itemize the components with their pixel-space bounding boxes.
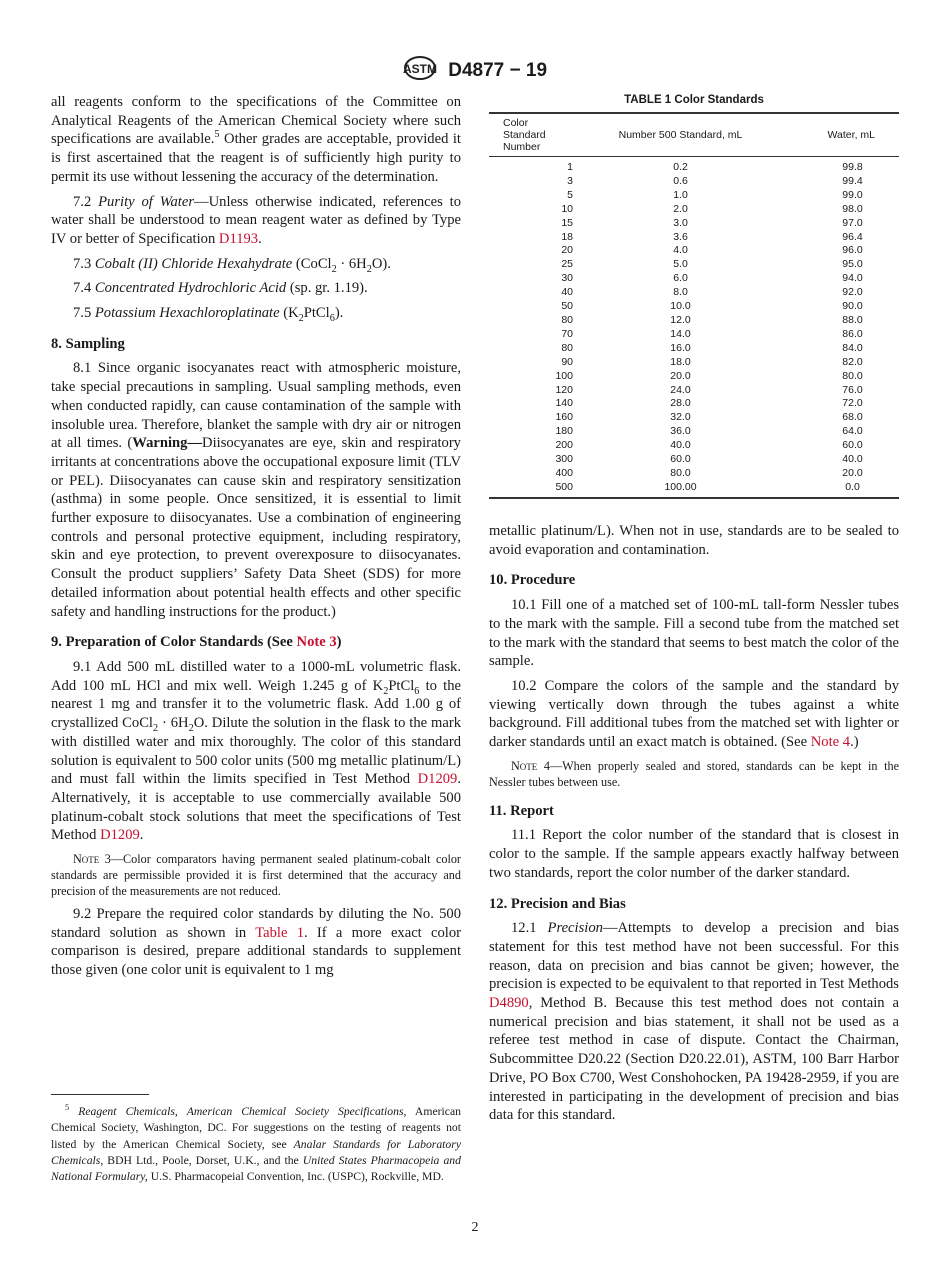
paragraph bbox=[51, 359, 461, 621]
table-cell: 40.0 bbox=[670, 439, 691, 452]
table-cell: 80.0 bbox=[842, 369, 863, 382]
table-row bbox=[489, 370, 899, 384]
table-cell: 68.0 bbox=[842, 411, 863, 424]
table-cell: 96.0 bbox=[842, 244, 863, 257]
table-row bbox=[489, 231, 899, 245]
table-row bbox=[489, 467, 899, 481]
svg-text:ASTM: ASTM bbox=[402, 62, 437, 76]
text-run: . If a more exact color comparison is desired, prepare additional standards to supplement those given (one color unit is equivalent to 1 mg bbox=[51, 924, 461, 979]
table-cell: 500 bbox=[555, 480, 573, 493]
paragraph bbox=[489, 522, 899, 559]
table-row bbox=[489, 189, 899, 203]
paragraph bbox=[489, 596, 899, 671]
table-cell: 80.0 bbox=[670, 466, 691, 479]
table-cell: 86.0 bbox=[842, 327, 863, 340]
table-row bbox=[489, 397, 899, 411]
text-run: (K bbox=[279, 305, 299, 322]
table-cell: 120 bbox=[555, 383, 573, 396]
table-cell: 300 bbox=[555, 453, 573, 466]
reference-link[interactable]: D1209 bbox=[417, 771, 458, 788]
table-cell: 20.0 bbox=[670, 369, 691, 382]
table-cell: 30 bbox=[561, 272, 573, 285]
table-cell: 76.0 bbox=[842, 383, 863, 396]
table-cell: 200 bbox=[555, 439, 573, 452]
table-cell: 3.6 bbox=[673, 230, 688, 243]
section-heading bbox=[489, 895, 899, 914]
table-cell: 400 bbox=[555, 466, 573, 479]
paragraph bbox=[51, 279, 461, 298]
text-run: American Chemical Society, Washington, DC. For suggestions on the testing of reagents not listed by the American Chemical Society, see bbox=[51, 1105, 461, 1151]
paragraph bbox=[51, 905, 461, 980]
table-row bbox=[489, 300, 899, 314]
text-run: all reagents conform to the specifications of the Committee on Analytical Reagents of the American Chemical Society where such specifications are available. bbox=[51, 94, 461, 148]
table-cell: 96.4 bbox=[842, 230, 863, 243]
table-cell: 36.0 bbox=[670, 425, 691, 438]
text-run: , Method B. Because this test method does not contain a numerical precision and bias statement, it shall not be used as a referee test method in case of dispute. Contact the Chairman, Subcommittee D20.22 (Section D20.22.01), ASTM, 100 Barr Harbor Drive, PO Box C700, West Conshohocken, PA 19428-2959, if you are interested in participating in the development of precision and bias data for this standard. bbox=[489, 995, 899, 1124]
table-cell: 82.0 bbox=[842, 355, 863, 368]
table-row bbox=[489, 328, 899, 342]
column-header: Number 500 Standard, mL bbox=[573, 113, 788, 157]
table-row bbox=[489, 286, 899, 300]
italic-text: Reagent Chemicals, American Chemical Society Specifications, bbox=[78, 1105, 407, 1118]
subscript: 2 bbox=[298, 312, 304, 324]
column-header: Water, mL bbox=[788, 113, 899, 157]
text-run: 7.4 bbox=[73, 280, 95, 297]
section-heading bbox=[51, 335, 461, 354]
text-run: to the nearest 1 mg and transfer it to the volumetric flask. Add 1.00 g of crystallized CoCl bbox=[51, 677, 461, 732]
text-run: . bbox=[139, 827, 144, 844]
table-cell: 60.0 bbox=[670, 453, 691, 466]
subscript: 6 bbox=[414, 685, 420, 697]
document-header bbox=[0, 55, 950, 87]
paragraph bbox=[489, 677, 899, 752]
table-cell: 0.6 bbox=[673, 174, 688, 187]
superscript: 5 bbox=[214, 129, 220, 141]
table-row bbox=[489, 425, 899, 439]
text-run: BDH Ltd., Poole, Dorset, U.K., and the bbox=[103, 1153, 303, 1167]
table-cell: 18.0 bbox=[670, 355, 691, 368]
table-cell: 15 bbox=[561, 216, 573, 229]
table-cell: 16.0 bbox=[670, 341, 691, 354]
table-cell: 70 bbox=[561, 327, 573, 340]
section-heading bbox=[489, 802, 899, 821]
table-cell: 90 bbox=[561, 355, 573, 368]
subscript: 2 bbox=[366, 263, 372, 275]
italic-text: Analar Standards for Laboratory Chemicals, bbox=[51, 1137, 462, 1167]
reference-link[interactable]: D4890 bbox=[489, 995, 529, 1012]
text-run: . Alternatively, it is acceptable to use commercially available 500 platinum-cobalt stock solutions that meet the specifications of Test Method bbox=[51, 771, 461, 844]
text-run: 11.1 Report the color number of the standard that is closest in color to the sample. If the sample appears exactly halfway between two standards, report the color number of the darker standard. bbox=[489, 827, 899, 881]
left-column bbox=[51, 93, 461, 986]
section-heading bbox=[51, 633, 461, 652]
table-row bbox=[489, 258, 899, 272]
italic-text: Potassium Hexachloroplatinate bbox=[94, 305, 280, 322]
text-run: 9.1 Add 500 mL distilled water to a 1000-mL volumetric flask. Add 100 mL HCl and mix well. Weigh 1.245 g of K bbox=[51, 658, 461, 694]
text-run: 10.1 Fill one of a matched set of 100-mL tall-form Nessler tubes to the mark with the sample. Fill a second tube from the matched set to the mark with the standard that seems to best match the color of the sample. bbox=[489, 597, 899, 670]
table-cell: 20 bbox=[561, 244, 573, 257]
text-run: O. Dilute the solution in the flask to the mark with distilled water and mix thoroughly. The color of this standard solution is equivalent to 500 color units (500 mg metallic platinum/L) and must fall within the limits specified in Test Method bbox=[51, 715, 462, 788]
text-run: PtCl bbox=[388, 677, 415, 694]
text-run: 12.1 bbox=[511, 920, 548, 937]
paragraph bbox=[51, 255, 461, 274]
text-run: 10.2 Compare the colors of the sample and the standard by viewing vertically down through the tubes against a white background. Fill additional tubes from the matched set with lighter or darker standards until an exact match is obtained. (See bbox=[489, 677, 899, 751]
text-run: O). bbox=[371, 255, 391, 272]
table-row bbox=[489, 342, 899, 356]
page-number: 2 bbox=[471, 1220, 479, 1235]
footnote bbox=[51, 1104, 461, 1185]
paragraph bbox=[489, 826, 899, 882]
table-row bbox=[489, 439, 899, 453]
table-cell: 12.0 bbox=[670, 313, 691, 326]
table-cell: 24.0 bbox=[670, 383, 691, 396]
bold-text: Warning— bbox=[132, 435, 203, 452]
table-row bbox=[489, 244, 899, 258]
table-cell: 10.0 bbox=[670, 300, 691, 313]
table-cell: 100.00 bbox=[664, 480, 697, 493]
note bbox=[489, 758, 899, 790]
section-heading bbox=[489, 571, 899, 590]
table-cell: 99.8 bbox=[842, 161, 863, 173]
table-cell: 25 bbox=[561, 258, 573, 271]
table-cell: 1.0 bbox=[673, 188, 688, 201]
table-cell: 4.0 bbox=[673, 244, 688, 257]
table-cell: 18 bbox=[561, 230, 573, 243]
table-cell: 50 bbox=[561, 300, 573, 313]
table-cell: 84.0 bbox=[842, 341, 863, 354]
table-cell: 28.0 bbox=[670, 397, 691, 410]
table-cell: 92.0 bbox=[842, 286, 863, 299]
table-cell: 3.0 bbox=[673, 216, 688, 229]
italic-text: Purity of Water bbox=[98, 193, 195, 210]
table-cell: 32.0 bbox=[670, 411, 691, 424]
table-row bbox=[489, 453, 899, 467]
text-run: 9.2 Prepare the required color standards by diluting the No. 500 standard solution as shown in bbox=[51, 906, 461, 941]
text-run: PtCl bbox=[303, 305, 330, 322]
color-standards-table bbox=[489, 94, 899, 499]
text-run: (CoCl bbox=[292, 255, 332, 272]
table-cell: 180 bbox=[555, 425, 573, 438]
text-run: 8.1 Since organic isocyanates react with atmospheric moisture, take special precautions in sampling. Usual sampling methods, even when conducted rapidly, can cause contamination of the sample with insoluble urea. Therefore, blanket the sample with dry air or nitrogen at all times. ( bbox=[51, 360, 461, 452]
reference-link[interactable]: Table 1 bbox=[255, 924, 304, 941]
subscript: 2 bbox=[331, 263, 337, 275]
reference-link[interactable]: D1193 bbox=[218, 230, 259, 247]
superscript: 5 bbox=[65, 1103, 70, 1113]
text-run: U.S. Pharmacopeial Convention, Inc. (USPC), Rockville, MD. bbox=[147, 1170, 444, 1184]
table-cell: 64.0 bbox=[842, 425, 863, 438]
paragraph bbox=[489, 919, 899, 1125]
subscript: 2 bbox=[188, 723, 194, 734]
table-cell: 1 bbox=[567, 161, 573, 173]
subscript: 6 bbox=[329, 312, 335, 324]
table-cell: 6.0 bbox=[673, 272, 688, 285]
table-row bbox=[489, 356, 899, 370]
table-cell: 5 bbox=[567, 188, 573, 201]
note-label: Note bbox=[73, 852, 100, 867]
table-row bbox=[489, 481, 899, 498]
table-cell: 10 bbox=[561, 202, 573, 215]
text-run bbox=[69, 1105, 78, 1118]
reference-link[interactable]: Note 3 bbox=[296, 634, 337, 651]
italic-text: Concentrated Hydrochloric Acid bbox=[94, 280, 287, 297]
column-header: Color Standard Number bbox=[489, 113, 573, 157]
table-cell: 80 bbox=[561, 313, 573, 326]
table-cell: 98.0 bbox=[842, 202, 863, 215]
table-cell: 100 bbox=[555, 369, 573, 382]
table-cell: 20.0 bbox=[842, 466, 863, 479]
table-cell: 8.0 bbox=[673, 286, 688, 299]
subscript: 2 bbox=[152, 723, 159, 734]
reference-link[interactable]: Note 4 bbox=[810, 734, 851, 751]
table-caption: TABLE 1 Color Standards bbox=[624, 94, 764, 106]
table-row bbox=[489, 384, 899, 398]
text-run: 7.5 bbox=[73, 305, 95, 322]
paragraph bbox=[51, 93, 461, 187]
table-cell: 14.0 bbox=[670, 327, 691, 340]
text-run: · 6H bbox=[336, 255, 367, 272]
right-column bbox=[489, 522, 899, 1131]
text-run: 4—When properly sealed and stored, standards can be kept in the Nessler tubes between use. bbox=[489, 758, 899, 789]
text-run: .) bbox=[850, 734, 859, 751]
text-run: 9. Preparation of Color Standards (See bbox=[51, 634, 297, 651]
italic-text: United States Pharmacopeia and National Formulary, bbox=[51, 1153, 461, 1184]
text-run: . bbox=[258, 230, 262, 247]
table-cell: 97.0 bbox=[842, 216, 863, 229]
text-run: ) bbox=[336, 634, 342, 651]
table-cell: 2.0 bbox=[673, 202, 688, 215]
astm-logo-icon bbox=[403, 55, 437, 87]
table-cell: 80 bbox=[561, 341, 573, 354]
table-row bbox=[489, 203, 899, 217]
table-cell: 60.0 bbox=[842, 439, 863, 452]
text-run: —Unless otherwise indicated, references to water shall be understood to mean reagent water as defined by Type IV or better of Specification bbox=[51, 193, 462, 247]
table-cell: 40.0 bbox=[842, 453, 863, 466]
table-cell: 40 bbox=[561, 286, 573, 299]
text-run: 7.2 bbox=[73, 193, 99, 210]
reference-link[interactable]: D1209 bbox=[100, 827, 140, 844]
table-cell: 72.0 bbox=[842, 397, 863, 410]
text-run: 11. Report bbox=[489, 802, 554, 819]
text-run: 10. Procedure bbox=[489, 572, 576, 589]
table-cell: 3 bbox=[567, 174, 573, 187]
subscript: 2 bbox=[383, 685, 389, 697]
table-cell: 95.0 bbox=[842, 258, 863, 271]
table-cell: 160 bbox=[555, 411, 573, 424]
note bbox=[51, 851, 461, 899]
table-cell: 0.2 bbox=[673, 161, 688, 173]
table-row bbox=[489, 157, 899, 175]
table-cell: 90.0 bbox=[842, 300, 863, 313]
text-run: 12. Precision and Bias bbox=[489, 895, 626, 912]
italic-text: Precision bbox=[547, 920, 603, 937]
note-label: Note bbox=[511, 758, 538, 773]
document-designation: D4877 − 19 bbox=[448, 60, 548, 82]
text-run: (sp. gr. 1.19). bbox=[286, 280, 368, 297]
text-run: 3—Color comparators having permanent sealed platinum-cobalt color standards are permissible provided it is first determined that the accuracy and precision of the measurements are not reduced. bbox=[51, 852, 461, 899]
italic-text: Cobalt (II) Chloride Hexahydrate bbox=[94, 255, 293, 272]
text-run: ). bbox=[334, 305, 344, 322]
paragraph bbox=[51, 193, 461, 249]
table-cell: 88.0 bbox=[842, 313, 863, 326]
table-row bbox=[489, 217, 899, 231]
text-run: Diisocyanates are eye, skin and respiratory irritants at concentrations above the occupational exposure limit (TLV or PEL). Diisocyanates can cause skin and respiratory sensitization (asthma) in some people. Once sensitized, it is essential to limit further exposure to diisocyanates. Use a combination of engineering controls and personal protective equipment, including respiratory, skin and eye protection, to prevent overexposure to diisocyanates. Consult the product suppliers’ Safety Data Sheet (SDS) for more detailed information about potential health effects and other specific safety and handling instructions for the product.) bbox=[51, 435, 461, 620]
table-header-row bbox=[489, 113, 899, 157]
table-row bbox=[489, 411, 899, 425]
table-row bbox=[489, 272, 899, 286]
footnote-divider bbox=[51, 1094, 149, 1095]
text-run: 8. Sampling bbox=[51, 335, 125, 352]
table-cell: 99.0 bbox=[842, 188, 863, 201]
table-cell: 5.0 bbox=[673, 258, 688, 271]
paragraph bbox=[51, 304, 461, 323]
text-run: · 6H bbox=[158, 715, 189, 732]
table-row bbox=[489, 175, 899, 189]
text-run: metallic platinum/L). When not in use, standards are to be sealed to avoid evaporation and contamination. bbox=[489, 523, 899, 558]
text-run: 7.3 bbox=[73, 255, 95, 272]
text-run: Other grades are acceptable, provided it is first ascertained that the reagent is of sufficiently high purity to permit its use without lessening the accuracy of the determination. bbox=[51, 131, 461, 185]
paragraph bbox=[51, 658, 461, 845]
table-row bbox=[489, 314, 899, 328]
text-run: —Attempts to develop a precision and bias statement for this test method have not been successful. For this reason, data on precision and bias cannot be given; however, the precision is expected to be equivalent to that reported in Test Methods bbox=[489, 920, 900, 993]
table-cell: 0.0 bbox=[845, 480, 860, 493]
table-cell: 140 bbox=[555, 397, 573, 410]
table-cell: 94.0 bbox=[842, 272, 863, 285]
table-cell: 99.4 bbox=[842, 174, 863, 187]
